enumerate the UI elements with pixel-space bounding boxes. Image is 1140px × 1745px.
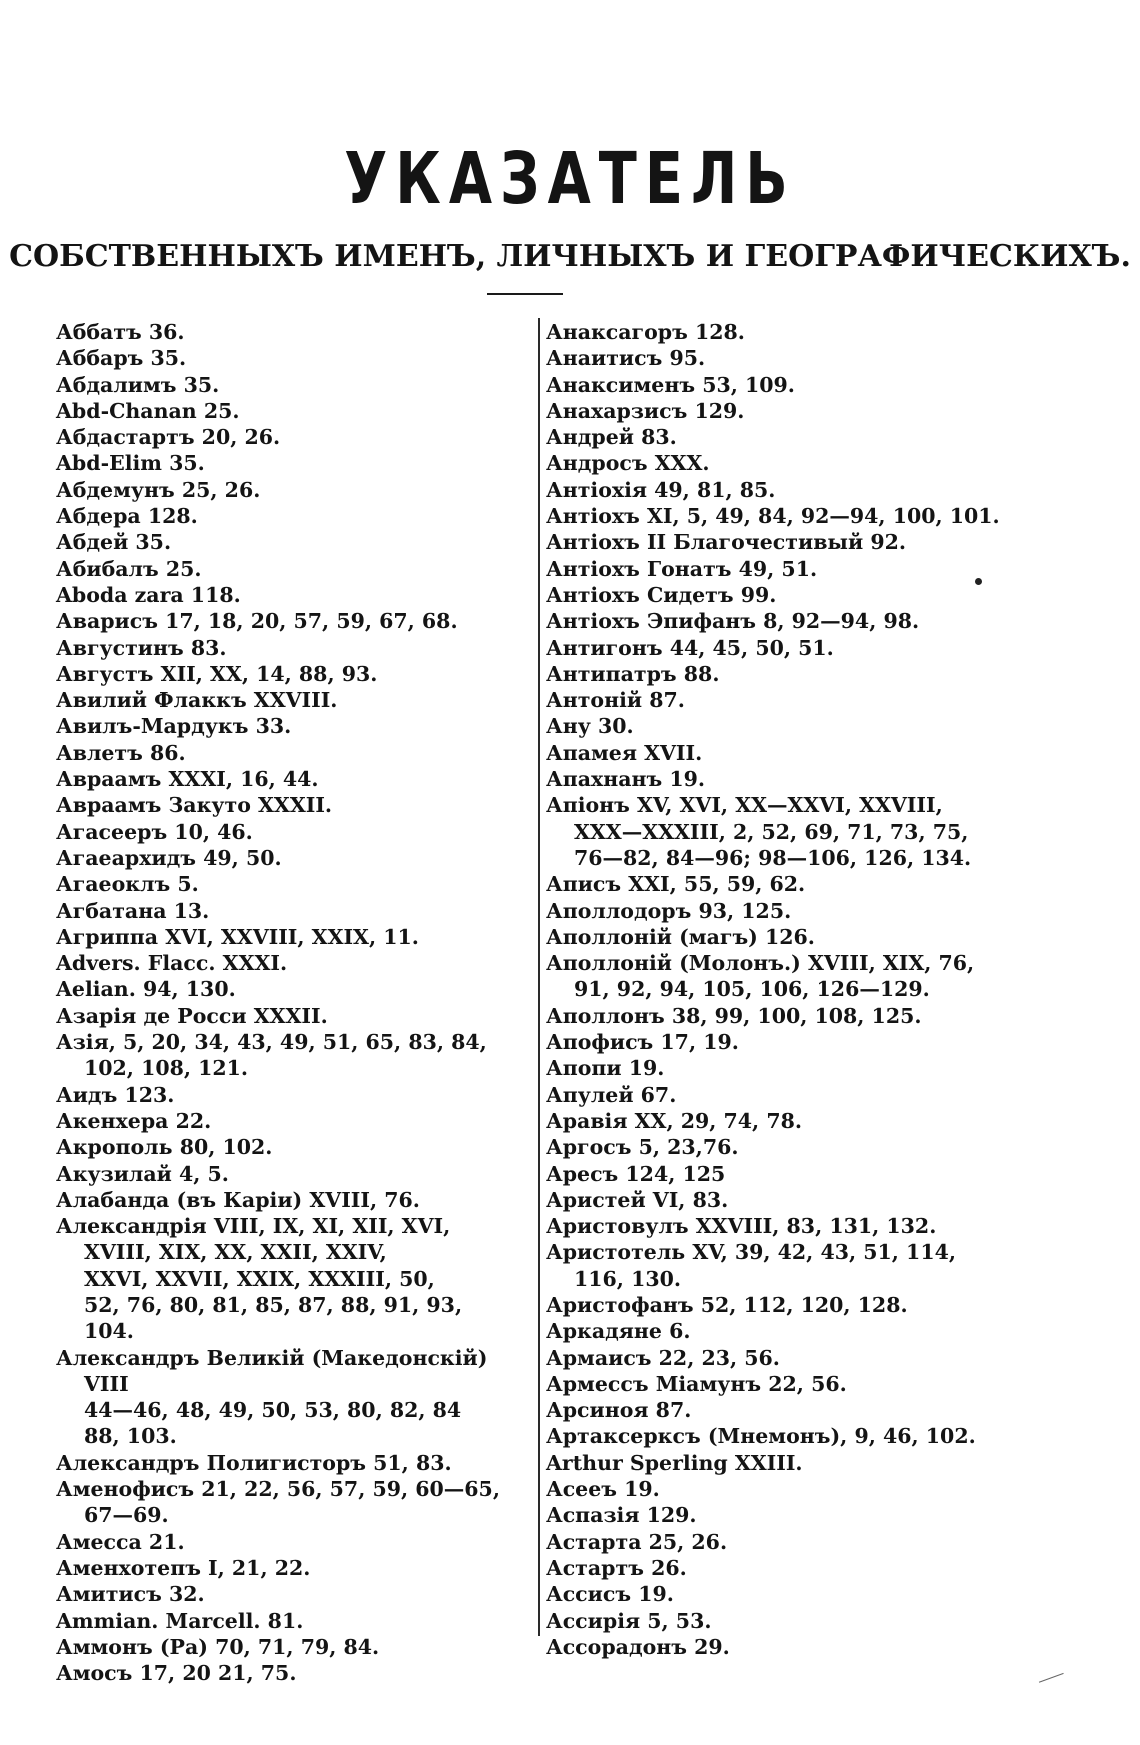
index-entry-line: Анахарзисъ 129. [546,398,745,423]
index-entry [546,450,1036,476]
index-entry [56,661,532,687]
index-entry-line: Агасееръ 10, 46. [56,819,253,844]
index-entry [56,898,532,924]
index-entry-line: Абдастартъ 20, 26. [56,425,281,450]
index-entry-line: Abd-Elim 35. [56,451,205,476]
index-entry [546,1423,1036,1449]
index-entry-line: 116, 130. [574,1266,681,1291]
index-entry [546,1397,1036,1423]
index-entry [56,1608,532,1634]
index-entry-line: Алабанда (въ Каріи) XVIII, 76. [56,1187,420,1212]
index-entry-line: Астарта 25, 26. [546,1529,728,1554]
index-entry-line: Аргосъ 5, 23,76. [546,1135,739,1160]
index-entry-line: Ассирія 5, 53. [546,1608,712,1633]
index-entry [546,319,1036,345]
index-entry-line: Аресъ 124, 125 [546,1161,726,1186]
index-entry-line: Аббаръ 35. [56,346,187,371]
index-entry [56,1555,532,1581]
index-entry-line: Апопи 19. [546,1056,665,1081]
index-entry-line: Абдемунъ 25, 26. [56,477,261,502]
index-entry-line: Акузилай 4, 5. [56,1161,229,1186]
index-entry [56,1529,532,1555]
index-entry-line: Аркадяне 6. [546,1319,691,1344]
index-entry-line: Аполлоній (магъ) 126. [546,924,815,949]
index-entry-line: Антіохъ Эпифанъ 8, 92—94, 98. [546,609,920,634]
index-entry-line: Асееъ 19. [546,1477,660,1502]
index-entry [546,424,1036,450]
index-entry-line: Абдалимъ 35. [56,372,220,397]
index-entry-line: Амосъ 17, 20 21, 75. [56,1661,297,1686]
index-entry-line: Акрополь 80, 102. [56,1135,273,1160]
page-subtitle: СОБСТВЕННЫХЪ ИМЕНЪ, ЛИЧНЫХЪ И ГЕОГРАФИЧЕСКИХЪ. [9,239,1131,274]
index-entry [546,1213,1036,1239]
index-entry-line: 76—82, 84—96; 98—106, 126, 134. [574,845,972,870]
index-entry-line: Арсиноя 87. [546,1398,692,1423]
index-entry-line: Аристофанъ 52, 112, 120, 128. [546,1292,908,1317]
index-entry [546,792,1036,871]
index-entry [546,1082,1036,1108]
index-entry-line: Андросъ XXX. [546,451,710,476]
index-entry-line: Антоній 87. [546,688,685,713]
column-divider [538,318,540,1636]
index-entry-line: Агриппа XVI, XXVIII, XXIX, 11. [56,924,419,949]
index-entry-line: Армаисъ 22, 23, 56. [546,1345,780,1370]
index-entry-line: Армессъ Міамунъ 22, 56. [546,1371,847,1396]
index-entry [56,1213,532,1344]
index-entry-line: Августинъ 83. [56,635,227,660]
index-entry-line: Антіохъ II Благочестивый 92. [546,530,906,555]
index-entry-line: Ammian. Marcell. 81. [56,1608,304,1633]
index-entry [56,740,532,766]
index-entry-line: Апофисъ 17, 19. [546,1030,739,1055]
index-entry [56,319,532,345]
index-entry [56,1345,532,1450]
index-entry [56,1029,532,1082]
index-entry [56,1450,532,1476]
index-entry-line: 44—46, 48, 49, 50, 53, 80, 82, 84 [84,1398,462,1423]
index-entry-line: Анаксагоръ 128. [546,320,745,344]
index-entry [56,713,532,739]
index-entry-line: Аполлоній (Молонъ.) XVIII, XIX, 76, [546,951,975,976]
index-entry-line: Авилий Флаккъ XXVIII. [56,688,338,713]
index-entry-line: 91, 92, 94, 105, 106, 126—129. [574,977,930,1002]
index-entry [546,1476,1036,1502]
index-entry [546,898,1036,924]
index-entry-line: Аспазія 129. [546,1503,697,1528]
index-entry [546,1134,1036,1160]
index-entry-line: 52, 76, 80, 81, 85, 87, 88, 91, 93, [84,1292,463,1317]
index-entry [56,1581,532,1607]
index-entry-line: Азарія де Росси XXXII. [56,1003,328,1028]
index-entry-line: Агаеархидъ 49, 50. [56,845,282,870]
index-entry [546,556,1036,582]
index-entry-line: 104. [84,1319,134,1344]
index-entry-line: Андрей 83. [546,425,677,450]
index-entry [546,713,1036,739]
ink-speck [975,578,982,585]
index-entry [56,635,532,661]
index-entry-line: Аидъ 123. [56,1082,175,1107]
ink-mark [1039,1673,1067,1692]
index-entry-line: Аварисъ 17, 18, 20, 57, 59, 67, 68. [56,609,458,634]
index-entry [56,477,532,503]
index-entry [546,1450,1036,1476]
index-entry [56,1161,532,1187]
index-entry-line: Александрія VIII, IX, XI, XII, XVI, [56,1214,451,1239]
index-entry-line: Апулей 67. [546,1082,677,1107]
index-entry [56,766,532,792]
index-entry-line: Августъ XII, XX, 14, 88, 93. [56,661,378,686]
index-entry [546,1292,1036,1318]
index-entry [56,608,532,634]
index-entry [546,1318,1036,1344]
index-entry-line: Антіохъ XI, 5, 49, 84, 92—94, 100, 101. [546,504,1000,529]
index-entry-line: XXX—XXXIII, 2, 52, 69, 71, 73, 75, [574,819,969,844]
index-entry-line: Аполлонъ 38, 99, 100, 108, 125. [546,1003,922,1028]
index-entry [546,924,1036,950]
index-entry [546,635,1036,661]
index-entry [56,976,532,1002]
index-entry [56,687,532,713]
index-entry [546,477,1036,503]
index-entry-line: Аменофисъ 21, 22, 56, 57, 59, 60—65, [56,1477,500,1502]
index-entry-line: Абибалъ 25. [56,556,202,581]
index-entry-line: Ассисъ 19. [546,1582,674,1607]
index-entry [56,1003,532,1029]
index-entry [56,819,532,845]
index-entry-line: XXVI, XXVII, XXIX, XXXIII, 50, [84,1266,435,1291]
index-column-left [56,319,532,1686]
index-entry-line: Аристей VI, 83. [546,1187,729,1212]
index-entry-line: Антигонъ 44, 45, 50, 51. [546,635,834,660]
index-entry [546,871,1036,897]
index-entry [546,1161,1036,1187]
index-entry [56,1134,532,1160]
index-entry-line: XVIII, XIX, XX, XXII, XXIV, [84,1240,387,1265]
index-entry [56,1660,532,1686]
index-entry-line: Ану 30. [546,714,634,739]
index-entry-line: Aelian. 94, 130. [56,977,236,1002]
index-entry-line: Аравія XX, 29, 74, 78. [546,1108,802,1133]
index-entry [546,661,1036,687]
index-entry-line: Aboda zara 118. [56,582,241,607]
index-entry [546,582,1036,608]
index-entry-line: Анаксименъ 53, 109. [546,372,795,397]
page-title: УКАЗАТЕЛЬ [344,136,796,221]
index-entry-line: Артаксерксъ (Мнемонъ), 9, 46, 102. [546,1424,976,1449]
index-entry [546,529,1036,555]
index-entry [56,398,532,424]
index-entry [546,1502,1036,1528]
index-entry [546,950,1036,1003]
index-entry-line: Аменхотепъ I, 21, 22. [56,1555,311,1580]
index-entry [56,1187,532,1213]
index-entry [56,503,532,529]
index-entry [56,1634,532,1660]
index-entry [546,1634,1036,1660]
index-entry [546,1529,1036,1555]
index-entry-line: Авлетъ 86. [56,740,186,765]
index-entry-line: Анаитисъ 95. [546,346,706,371]
index-entry-line: Абдей 35. [56,530,172,555]
index-entry-line: Апамея XVII. [546,740,703,765]
index-entry-line: Антіохъ Сидетъ 99. [546,582,777,607]
index-entry [546,1003,1036,1029]
index-entry-line: Авилъ-Мардукъ 33. [56,714,292,739]
index-entry-line: Антіохія 49, 81, 85. [546,477,776,502]
index-entry [56,845,532,871]
index-entry [546,398,1036,424]
index-entry [546,1608,1036,1634]
index-entry [546,608,1036,634]
index-entry-line: Ассорадонъ 29. [546,1634,730,1659]
index-entry-line: 88, 103. [84,1424,177,1449]
index-entry-line: Агаеоклъ 5. [56,872,199,897]
index-entry [56,1082,532,1108]
index-entry [546,766,1036,792]
index-entry [546,372,1036,398]
index-entry [546,1581,1036,1607]
index-entry-line: Апахнанъ 19. [546,767,706,792]
index-entry [56,1476,532,1529]
index-entry [546,345,1036,371]
index-entry-line: 102, 108, 121. [84,1056,249,1081]
index-entry-line: Амесса 21. [56,1529,185,1554]
index-entry [546,1108,1036,1134]
index-entry [56,450,532,476]
index-entry-line: Аббатъ 36. [56,320,185,344]
index-entry [56,1108,532,1134]
index-entry [56,792,532,818]
index-entry [56,582,532,608]
index-entry [546,1029,1036,1055]
index-entry [546,503,1036,529]
index-entry [546,1345,1036,1371]
index-entry-line: Акенхера 22. [56,1108,212,1133]
index-entry-line: Advers. Flacc. XXXI. [56,951,288,976]
index-entry-line: Abd-Chanan 25. [56,398,240,423]
index-entry [546,1187,1036,1213]
index-entry-line: Антіохъ Гонатъ 49, 51. [546,556,818,581]
index-entry [56,556,532,582]
index-entry-line: Агбатана 13. [56,898,210,923]
index-entry [56,871,532,897]
index-entry [56,924,532,950]
index-entry [56,529,532,555]
index-entry [546,740,1036,766]
index-entry [546,1555,1036,1581]
index-entry [546,1371,1036,1397]
index-entry-line: Астартъ 26. [546,1555,687,1580]
index-entry [56,372,532,398]
index-entry-line: Аписъ XXI, 55, 59, 62. [546,872,806,897]
index-entry-line: Александръ Великій (Македонскій) VIII [56,1345,488,1396]
index-entry [56,345,532,371]
index-entry [56,950,532,976]
index-entry [546,1239,1036,1292]
index-entry-line: Arthur Sperling XXIII. [546,1450,803,1475]
index-entry-line: Аммонъ (Ра) 70, 71, 79, 84. [56,1634,380,1659]
index-entry-line: Антипатръ 88. [546,661,720,686]
index-entry-line: Азія, 5, 20, 34, 43, 49, 51, 65, 83, 84, [56,1030,487,1055]
index-entry-line: Абдера 128. [56,504,198,529]
index-column-right [546,319,1036,1660]
index-entry-line: Александръ Полигисторъ 51, 83. [56,1450,452,1475]
index-entry-line: Аристотель XV, 39, 42, 43, 51, 114, [546,1240,956,1265]
index-entry-line: Авраамъ Закуто XXXII. [56,793,333,818]
index-entry-line: Аполлодоръ 93, 125. [546,898,792,923]
index-entry [546,687,1036,713]
index-entry-line: Апіонъ XV, XVI, XX—XXVI, XXVIII, [546,793,943,818]
index-entry-line: Авраамъ XXXI, 16, 44. [56,767,319,792]
index-entry-line: Амитисъ 32. [56,1582,205,1607]
index-entry-line: 67—69. [84,1503,169,1528]
index-entry [546,1055,1036,1081]
index-entry-line: Аристовулъ XXVIII, 83, 131, 132. [546,1214,937,1239]
title-rule [487,293,563,295]
index-entry [56,424,532,450]
